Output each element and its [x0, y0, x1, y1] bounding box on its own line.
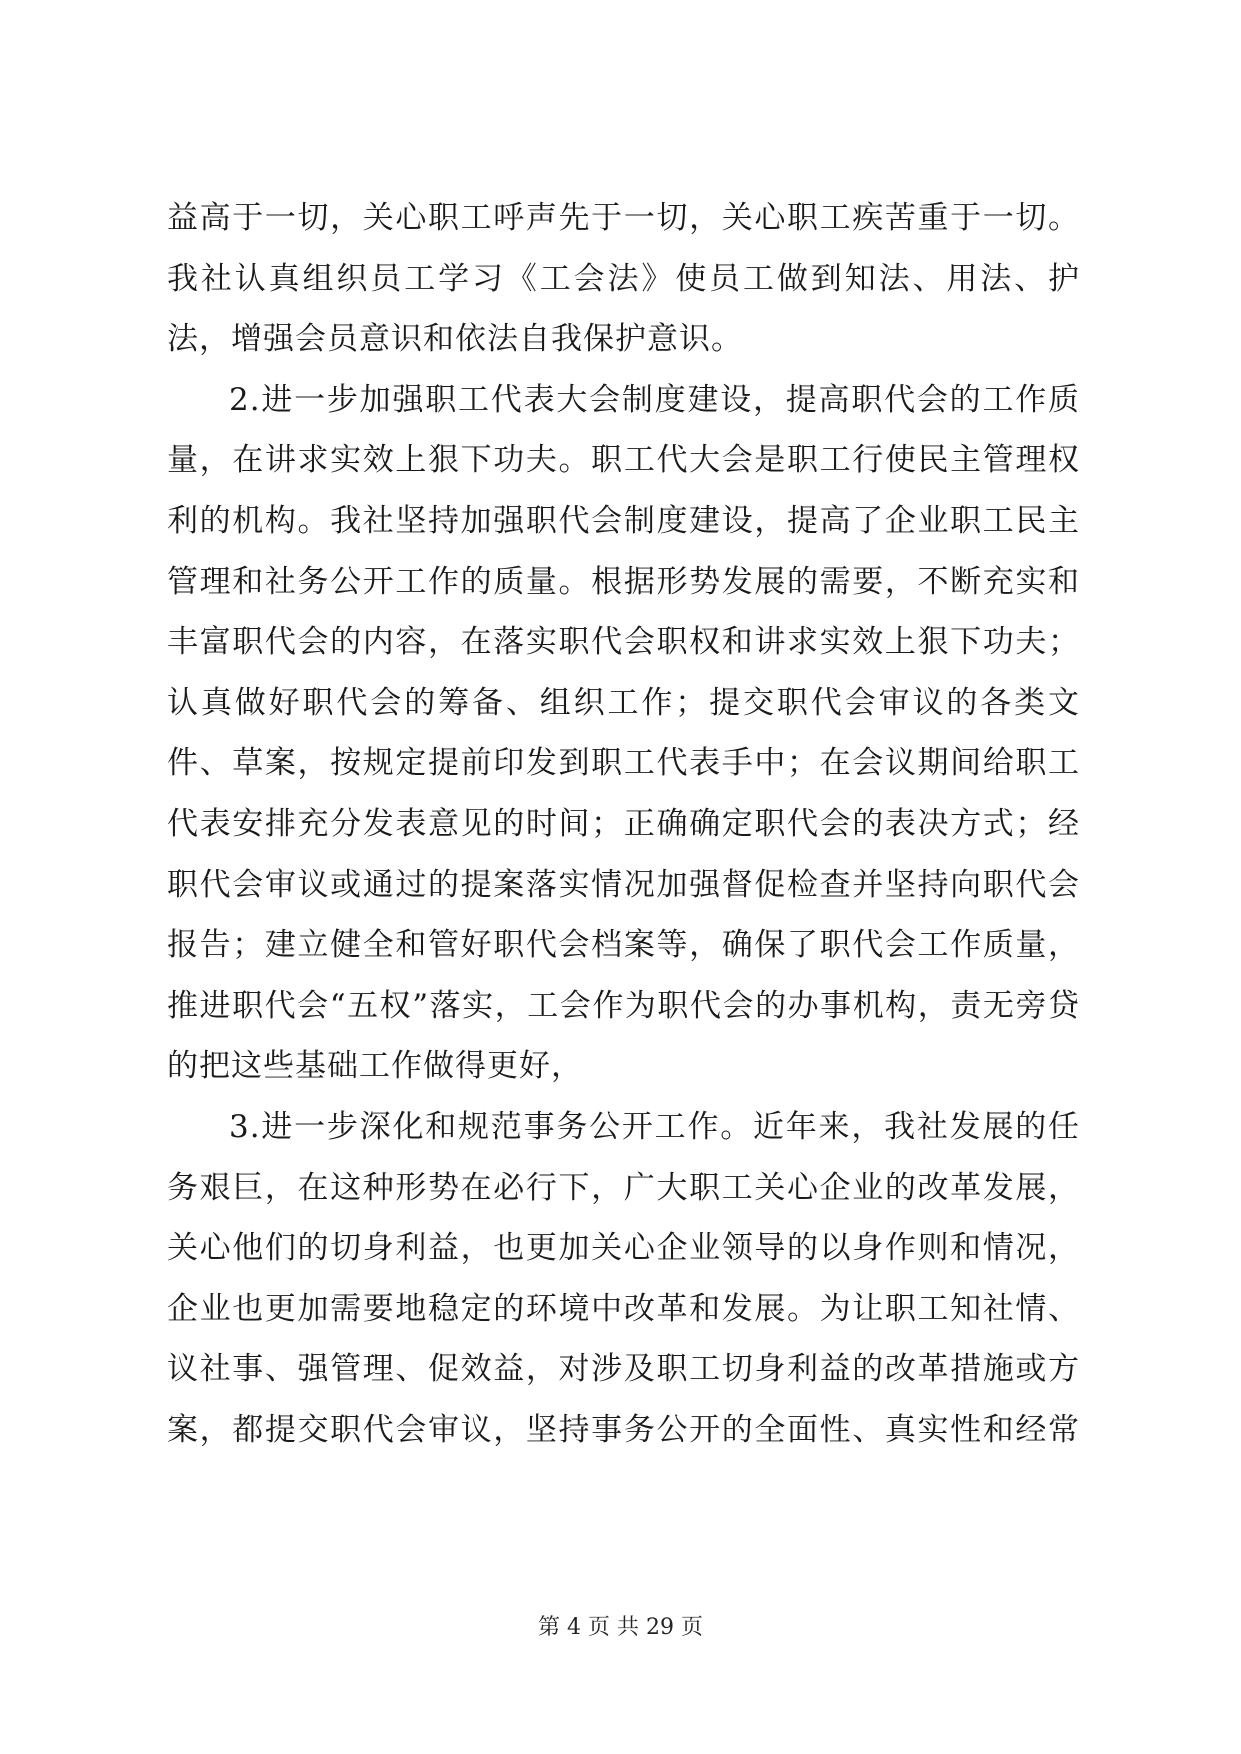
page-number: 第 4 页 共 29 页: [538, 1615, 703, 1640]
paragraph-continued: 益高于一切，关心职工呼声先于一切，关心职工疾苦重于一切。我社认真组织员工学习《工会法》使员工做到知法、用法、护法，增强会员意识和依法自我保护意识。: [167, 200, 1080, 358]
document-body: [167, 188, 1080, 1460]
paragraph-item-2: 2.进一步加强职工代表大会制度建设，提高职代会的工作质量，在讲求实效上狠下功夫。职工代大会是职工行使民主管理权利的机构。我社坚持加强职代会制度建设，提高了企业职工民主管理和社务公开工作的质量。根据形势发展的需要，不断充实和丰富职代会的内容，在落实职代会职权和讲求实效上狠下功夫；认真做好职代会的筹备、组织工作；提交职代会审议的各类文件、草案，按规定提前印发到职工代表手中；在会议期间给职工代表安排充分发表意见的时间；正确确定职代会的表决方式；经职代会审议或通过的提案落实情况加强督促检查并坚持向职代会报告；建立健全和管好职代会档案等，确保了职代会工作质量，推进职代会“五权”落实，工会作为职代会的办事机构，责无旁贷的把这些基础工作做得更好，: [167, 381, 1080, 1085]
paragraph-item-3: 3.进一步深化和规范事务公开工作。近年来，我社发展的任务艰巨，在这种形势在必行下，广大职工关心企业的改革发展，关心他们的切身利益，也更加关心企业领导的以身作则和情况，企业也更加需要地稳定的环境中改革和发展。为让职工知社情、议社事、强管理、促效益，对涉及职工切身利益的改革措施或方案，都提交职代会审议，坚持事务公开的全面性、真实性和经常: [167, 1108, 1080, 1448]
